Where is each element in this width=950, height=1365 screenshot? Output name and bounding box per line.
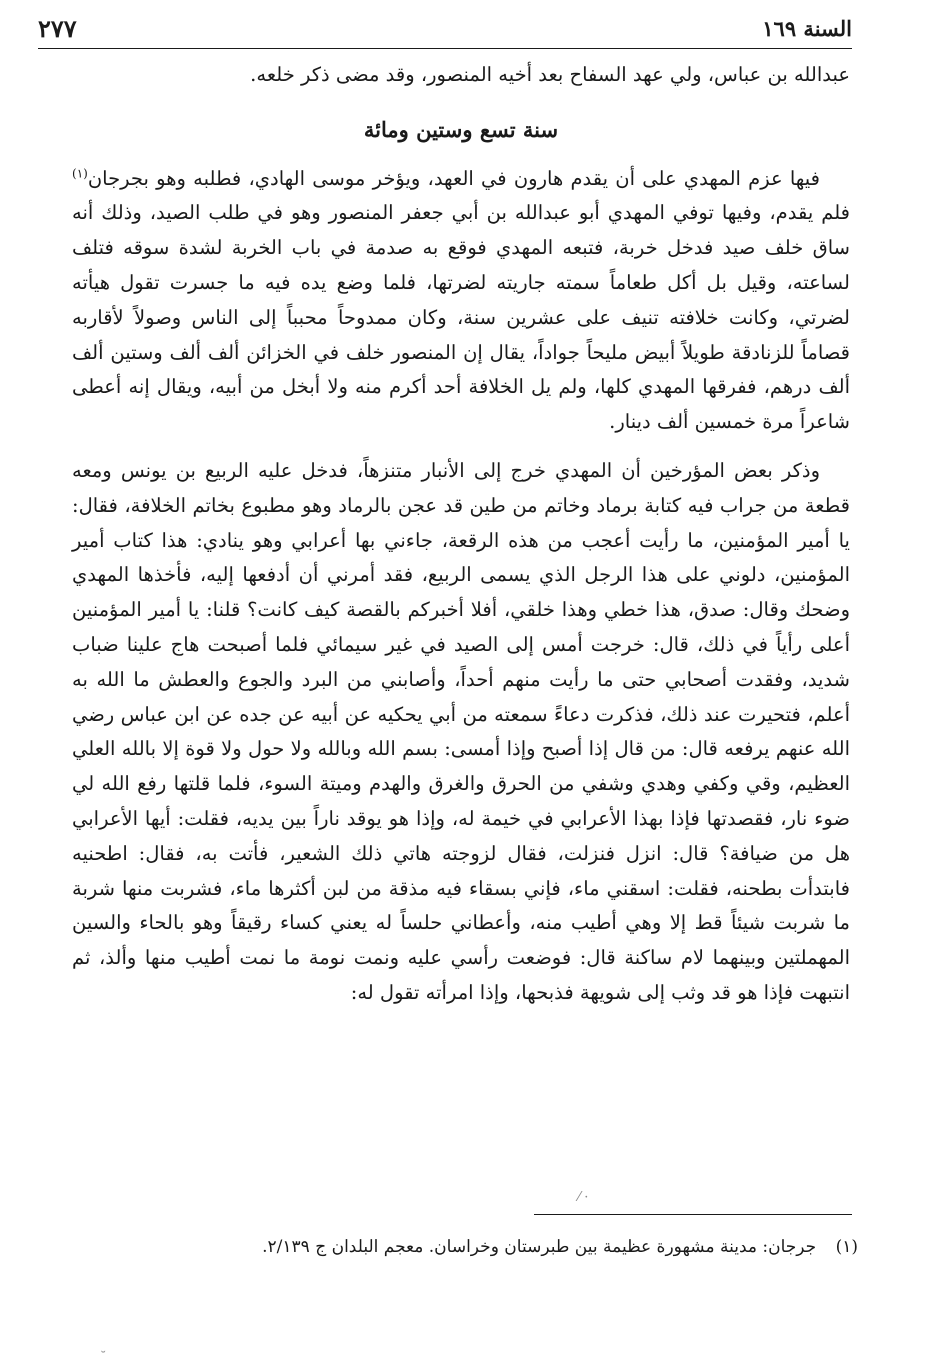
paragraph-1 <box>72 162 850 440</box>
scan-speck: ˘ <box>100 1350 107 1365</box>
footnote <box>98 1234 858 1260</box>
section-heading: سنة تسع وستين ومائة <box>363 116 559 142</box>
scan-speck: · ⁄ <box>578 1190 589 1205</box>
footnote-reference[interactable]: (١) <box>72 166 88 181</box>
running-header <box>38 14 852 49</box>
paragraph-2: وذكر بعض المؤرخين أن المهدي خرج إلى الأنبار متنزهاً، فدخل عليه الربيع بن يونس ومعه قطعة من جراب فيه كتابة برماد وخاتم من طين قد عجن بالرماد وهو مطبوع بخاتم الخلافة، فقال: يا أمير المؤمنين، ما رأيت أعجب من هذه الرقعة، جاءني بها أعرابي وهو ينادي: هذا كتاب أمير المؤمنين، دلوني على هذا الرجل الذي يسمى الربيع، فقد أمرني أن أدفعها إليه، فأخذها المهدي وضحك وقال: صدق، هذا خطي وهذا خلقي، أفلا أخبركم بالقصة كيف كانت؟ قلنا: يا أمير المؤمنين أعلى رأياً في ذلك، قال: خرجت أمس إلى الصيد في غير سيمائي فلما أصبحت هاج علينا ضباب شديد، وفقدت أصحابي حتى ما رأيت منهم أحداً، وأصابني من البرد والجوع والعطش ما الله به أعلم، فتحيرت عند ذلك، فذكرت دعاءً سمعته من أبي يحكيه عن أبيه عن جده عن ابن عباس رضي الله عنهم يرفعه قال: من قال إذا أصبح وإذا أمسى: بسم الله وبالله ولا حول ولا قوة إلا بالله العلي العظيم، وقي وكفي وهدي وشفي من الحرق والغرق والهدم وميتة السوء، فلما قلتها رفع الله لي ضوء نار، فقصدتها فإذا بهذا الأعرابي في خيمة له، وإذا هو يوقد ناراً بين يديه، فقلت: أيها الأعرابي هل من ضيافة؟ قال: انزل فنزلت، فقال لزوجته هاتي ذلك الشعير، فأتت به، فقال: اطحنيه فابتدأت بطحنه، فقلت: اسقني ماء، فإني بسقاء فيه مذقة من لبن أكثرها ماء، فشربت منها شربة ما شربت شيئاً قط إلا وهي أطيب منه، وأعطاني حلساً له يعني كساء رقيقاً وهو بالحاء والسين المهملتين وبينهما لام ساكنة قال: فوضعت رأسي عليه ونمت نومة ما نمت أطيب منها وألذ، ثم انتبهت فإذا هو قد وثب إلى شويهة فذبحها، وإذا امرأته تقول له: <box>72 458 850 1004</box>
opening-paragraph: عبدالله بن عباس، ولي عهد السفاح بعد أخيه المنصور، وقد مضى ذكر خلعه. <box>250 63 850 86</box>
paragraph-1-part-a: فيها عزم المهدي على أن يقدم هارون في العهد، ويؤخر موسى الهادي، فطلبه وهو بجرجان <box>87 166 820 190</box>
footnote-number: (١) <box>835 1237 858 1257</box>
paragraph-1-part-b: فلم يقدم، وفيها توفي المهدي أبو عبدالله بن أبي جعفر المنصور وهو في طلب الصيد، وذلك أنه ساق خلف صيد فدخل خربة، فتبعه المهدي فوقع به صدمة في باب الخربة لشدة سوقه فتلف لساعته، وقيل بل أكل طعاماً سمته جاريته لضرتها، فلما وضع يده فيه ما جسرت تقول هيأته لضرتي، وكانت خلافته تنيف على عشرين سنة، وكان ممدوحاً محبباً إلى الناس وصولاً لأقاربه قصاماً للزنادقة طويلاً أبيض مليحاً جواداً، يقال إن المنصور خلف في الخزائن ألف ألف وستين ألف ألف درهم، ففرقها المهدي كلها، ولم يل الخلافة أحد أكرم منه ولا أبخل من أبيه، ويقال إنه أعطى شاعراً مرة خمسين ألف دينار. <box>72 201 850 434</box>
footnote-divider <box>534 1214 852 1215</box>
page-number: ٢٧٧ <box>38 14 77 43</box>
main-text <box>72 58 850 1011</box>
footnote-text: جرجان: مدينة مشهورة عظيمة بين طبرستان وخراسان. معجم البلدان ج ٢/١٣٩. <box>262 1237 817 1257</box>
running-title: السنة ١٦٩ <box>762 16 852 41</box>
